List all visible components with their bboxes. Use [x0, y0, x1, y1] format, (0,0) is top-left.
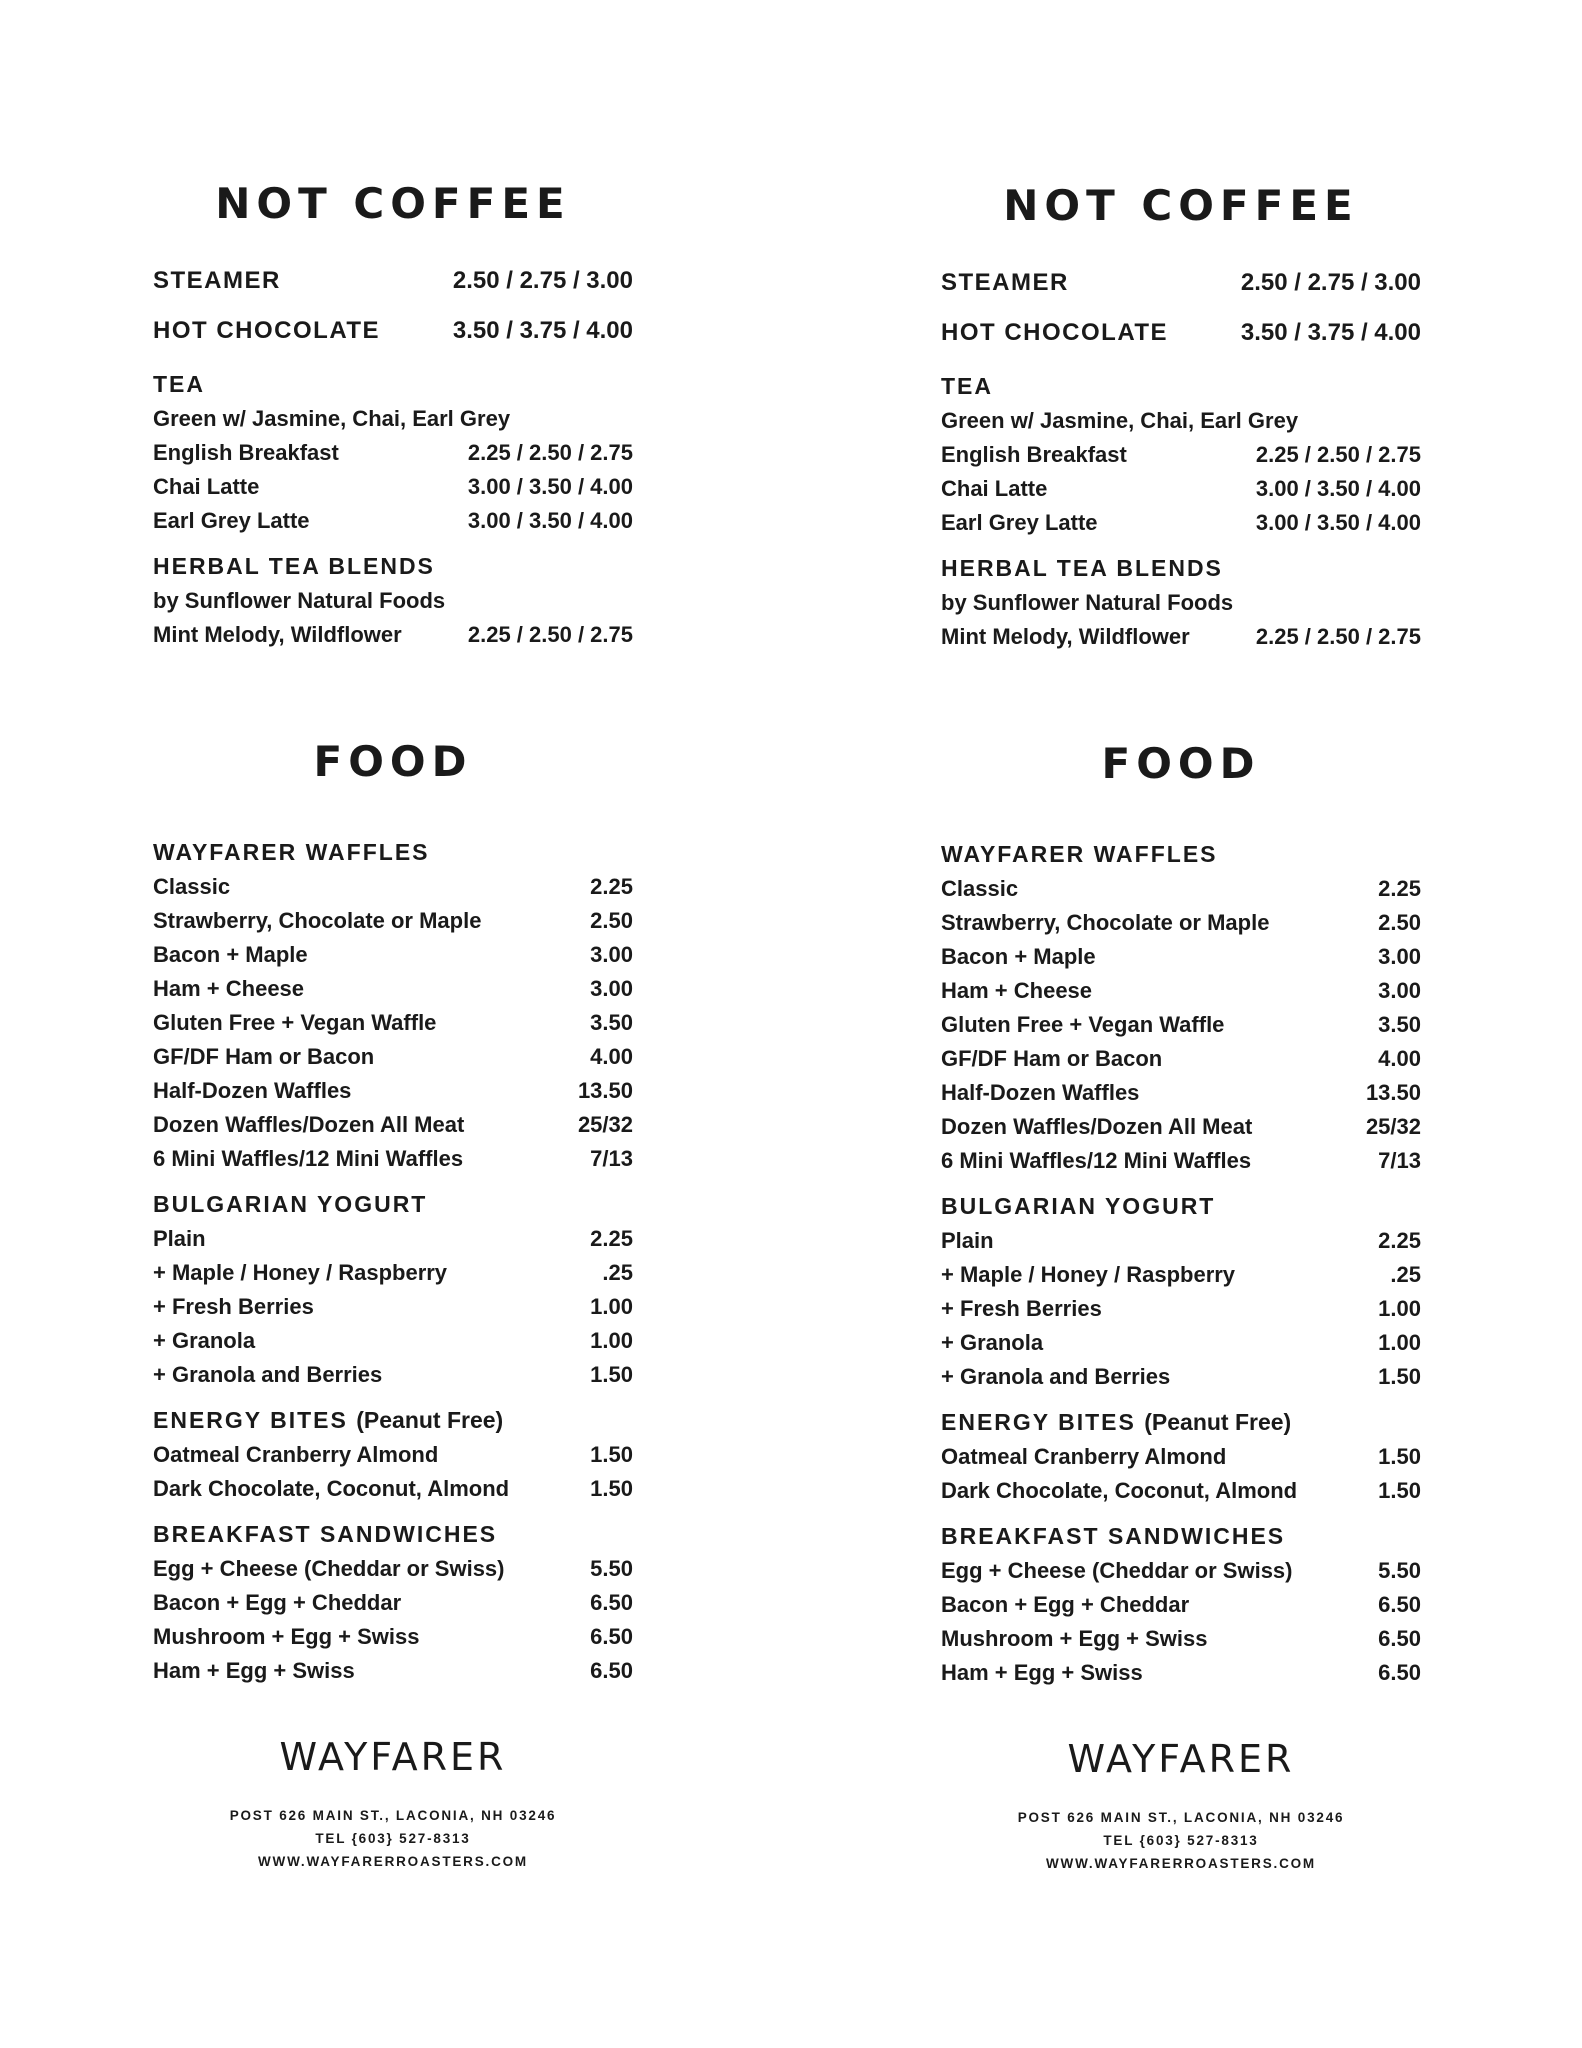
item-name: Strawberry, Chocolate or Maple — [153, 908, 482, 933]
item-price: 13.50 — [1365, 1080, 1421, 1105]
telephone: TEL {603} 527-8313 — [315, 1831, 471, 1846]
item-price: 3.00 — [590, 942, 633, 967]
sandwiches-group — [941, 1518, 1421, 1690]
item-name: Oatmeal Cranberry Almond — [153, 1442, 439, 1467]
menu-item — [153, 972, 633, 1006]
item-name: Classic — [941, 876, 1019, 901]
herbal-subtitle: by Sunflower Natural Foods — [153, 588, 446, 613]
item-name: Ham + Egg + Swiss — [153, 1658, 355, 1683]
food-title: FOOD — [1101, 739, 1261, 788]
yogurt-group — [941, 1188, 1421, 1394]
item-name: Ham + Cheese — [153, 976, 305, 1001]
menu-item — [153, 1586, 633, 1620]
menu-item — [941, 1656, 1421, 1690]
item-name: Egg + Cheese (Cheddar or Swiss) — [941, 1558, 1293, 1583]
menu-item — [941, 472, 1421, 506]
menu-footer — [153, 1732, 633, 1873]
menu-item — [153, 504, 633, 538]
menu-item — [941, 1292, 1421, 1326]
item-price: 1.00 — [590, 1294, 633, 1319]
sandwiches-group — [153, 1516, 633, 1688]
item-price: 25/32 — [577, 1112, 633, 1137]
waffles-group — [153, 834, 633, 1176]
tea-flavors: Green w/ Jasmine, Chai, Earl Grey — [941, 408, 1299, 433]
not-coffee-title: NOT COFFEE — [1003, 181, 1359, 230]
item-name: + Granola and Berries — [153, 1362, 383, 1387]
brand-wordmark: WAYFARER — [279, 1735, 507, 1779]
menu-item — [153, 1472, 633, 1506]
item-price: 2.25 — [1378, 1228, 1421, 1253]
menu-item — [941, 1258, 1421, 1292]
not-coffee-title: NOT COFFEE — [215, 179, 571, 228]
menu-item — [941, 872, 1421, 906]
item-name: + Granola and Berries — [941, 1364, 1171, 1389]
menu-item — [941, 438, 1421, 472]
item-price: 1.00 — [590, 1328, 633, 1353]
menu-item — [941, 1076, 1421, 1110]
menu-item — [153, 1358, 633, 1392]
menu-item — [153, 1108, 633, 1142]
food-list — [941, 836, 1421, 1690]
item-name: + Granola — [153, 1328, 256, 1353]
item-name: GF/DF Ham or Bacon — [153, 1044, 375, 1069]
item-price: 3.50 — [590, 1010, 633, 1035]
waffles-heading: WAYFARER WAFFLES — [941, 841, 1218, 867]
tea-group — [941, 368, 1421, 540]
item-name: English Breakfast — [941, 442, 1127, 467]
item-price: 2.50 — [590, 908, 633, 933]
item-name: + Fresh Berries — [941, 1296, 1102, 1321]
tea-group — [153, 366, 633, 538]
herbal-group — [153, 548, 633, 652]
herbal-group — [941, 550, 1421, 654]
sandwiches-heading: BREAKFAST SANDWICHES — [153, 1521, 498, 1547]
energy-bites-note: (Peanut Free) — [1144, 1409, 1292, 1435]
herbal-heading: HERBAL TEA BLENDS — [941, 555, 1223, 581]
menu-item — [153, 1074, 633, 1108]
item-name: Mushroom + Egg + Swiss — [153, 1624, 420, 1649]
item-name: Bacon + Egg + Cheddar — [153, 1590, 402, 1615]
postal-address: POST 626 MAIN ST., LACONIA, NH 03246 — [1017, 1810, 1345, 1825]
item-price: 1.50 — [1378, 1444, 1421, 1469]
item-price: 5.50 — [590, 1556, 633, 1581]
item-price: 6.50 — [590, 1624, 633, 1649]
item-price: 3.50 — [1378, 1012, 1421, 1037]
menu-item — [153, 436, 633, 470]
item-price: 3.50 / 3.75 / 4.00 — [1240, 319, 1421, 346]
item-name: Mint Melody, Wildflower — [941, 624, 1190, 649]
menu-item — [941, 1588, 1421, 1622]
item-name: + Maple / Honey / Raspberry — [941, 1262, 1236, 1287]
menu-item — [153, 1654, 633, 1688]
item-price: 5.50 — [1378, 1558, 1421, 1583]
item-price: 1.00 — [1378, 1296, 1421, 1321]
item-price: 2.50 / 2.75 / 3.00 — [1240, 269, 1421, 296]
energy-bites-heading — [153, 1402, 633, 1438]
not-coffee-list — [153, 256, 633, 652]
menu-item — [941, 1622, 1421, 1656]
menu-item — [941, 308, 1421, 358]
item-name: Dozen Waffles/Dozen All Meat — [153, 1112, 465, 1137]
menu-item — [941, 1554, 1421, 1588]
item-name: Ham + Egg + Swiss — [941, 1660, 1143, 1685]
item-name: Bacon + Egg + Cheddar — [941, 1592, 1190, 1617]
item-price: 3.00 — [1378, 978, 1421, 1003]
menu-item — [153, 1006, 633, 1040]
item-name: 6 Mini Waffles/12 Mini Waffles — [941, 1148, 1252, 1173]
yogurt-group — [153, 1186, 633, 1392]
menu-item — [153, 1040, 633, 1074]
item-name: Dark Chocolate, Coconut, Almond — [153, 1476, 510, 1501]
item-price: 6.50 — [1378, 1660, 1421, 1685]
menu-item — [153, 870, 633, 904]
menu-item — [153, 618, 633, 652]
item-price: 25/32 — [1365, 1114, 1421, 1139]
item-name: Gluten Free + Vegan Waffle — [153, 1010, 437, 1035]
menu-item — [153, 1256, 633, 1290]
menu-item — [153, 1438, 633, 1472]
menu-item — [941, 1360, 1421, 1394]
item-price: 2.50 — [1378, 910, 1421, 935]
website: WWW.WAYFARERROASTERS.COM — [258, 1854, 528, 1869]
item-price: 2.25 / 2.50 / 2.75 — [467, 440, 633, 465]
menu-item — [153, 1142, 633, 1176]
item-price: 2.25 / 2.50 / 2.75 — [1255, 624, 1421, 649]
not-coffee-list — [941, 258, 1421, 654]
item-price: 1.50 — [1378, 1478, 1421, 1503]
energy-bites-title: ENERGY BITES — [941, 1409, 1136, 1435]
item-price: 3.00 — [1378, 944, 1421, 969]
item-price: 6.50 — [1378, 1626, 1421, 1651]
item-price: 3.00 / 3.50 / 4.00 — [1255, 510, 1421, 535]
menu-item — [153, 1620, 633, 1654]
food-title: FOOD — [313, 737, 473, 786]
menu-item — [153, 256, 633, 306]
item-name: STEAMER — [941, 269, 1069, 296]
item-name: Classic — [153, 874, 231, 899]
item-name: HOT CHOCOLATE — [941, 319, 1169, 346]
menu-item — [941, 940, 1421, 974]
item-price: .25 — [602, 1260, 633, 1285]
item-name: Chai Latte — [153, 474, 260, 499]
item-name: Oatmeal Cranberry Almond — [941, 1444, 1227, 1469]
item-name: Bacon + Maple — [941, 944, 1096, 969]
item-name: Earl Grey Latte — [941, 510, 1098, 535]
menu-item — [153, 470, 633, 504]
item-price: 1.00 — [1378, 1330, 1421, 1355]
item-price: 1.50 — [590, 1442, 633, 1467]
item-price: .25 — [1390, 1262, 1421, 1287]
item-price: 6.50 — [590, 1658, 633, 1683]
item-name: + Maple / Honey / Raspberry — [153, 1260, 448, 1285]
menu-item — [153, 1324, 633, 1358]
item-price: 13.50 — [577, 1078, 633, 1103]
item-name: Plain — [941, 1228, 994, 1253]
menu-item — [941, 1008, 1421, 1042]
menu-item — [941, 258, 1421, 308]
item-price: 2.25 / 2.50 / 2.75 — [1255, 442, 1421, 467]
item-price: 1.50 — [1378, 1364, 1421, 1389]
item-name: + Granola — [941, 1330, 1044, 1355]
item-name: STEAMER — [153, 267, 281, 294]
item-name: Gluten Free + Vegan Waffle — [941, 1012, 1225, 1037]
menu-item — [941, 906, 1421, 940]
menu-item — [941, 1440, 1421, 1474]
menu-footer — [941, 1734, 1421, 1875]
item-name: Ham + Cheese — [941, 978, 1093, 1003]
food-list — [153, 834, 633, 1688]
item-name: HOT CHOCOLATE — [153, 317, 381, 344]
item-name: Plain — [153, 1226, 206, 1251]
tea-flavors: Green w/ Jasmine, Chai, Earl Grey — [153, 406, 511, 431]
item-name: + Fresh Berries — [153, 1294, 314, 1319]
item-price: 6.50 — [590, 1590, 633, 1615]
item-name: Chai Latte — [941, 476, 1048, 501]
item-price: 2.25 / 2.50 / 2.75 — [467, 622, 633, 647]
item-name: Dark Chocolate, Coconut, Almond — [941, 1478, 1298, 1503]
item-name: Egg + Cheese (Cheddar or Swiss) — [153, 1556, 505, 1581]
item-name: Strawberry, Chocolate or Maple — [941, 910, 1270, 935]
menu-item — [941, 620, 1421, 654]
item-price: 4.00 — [1378, 1046, 1421, 1071]
postal-address: POST 626 MAIN ST., LACONIA, NH 03246 — [229, 1808, 557, 1823]
brand-wordmark: WAYFARER — [1067, 1737, 1295, 1781]
item-name: Dozen Waffles/Dozen All Meat — [941, 1114, 1253, 1139]
item-price: 2.50 / 2.75 / 3.00 — [452, 267, 633, 294]
energy-bites-title: ENERGY BITES — [153, 1407, 348, 1433]
menu-copy-right — [941, 178, 1421, 1875]
menu-item — [941, 1110, 1421, 1144]
item-name: Mint Melody, Wildflower — [153, 622, 402, 647]
item-price: 2.25 — [590, 1226, 633, 1251]
item-price: 1.50 — [590, 1476, 633, 1501]
item-name: 6 Mini Waffles/12 Mini Waffles — [153, 1146, 464, 1171]
item-name: Half-Dozen Waffles — [153, 1078, 352, 1103]
item-price: 7/13 — [1378, 1148, 1421, 1173]
waffles-group — [941, 836, 1421, 1178]
menu-item — [941, 506, 1421, 540]
energy-bites-group — [941, 1404, 1421, 1508]
item-price: 3.00 — [590, 976, 633, 1001]
menu-item — [153, 938, 633, 972]
item-name: Bacon + Maple — [153, 942, 308, 967]
yogurt-heading: BULGARIAN YOGURT — [153, 1191, 428, 1217]
menu-item — [153, 1222, 633, 1256]
yogurt-heading: BULGARIAN YOGURT — [941, 1193, 1216, 1219]
item-name: Mushroom + Egg + Swiss — [941, 1626, 1208, 1651]
energy-bites-heading — [941, 1404, 1421, 1440]
waffles-heading: WAYFARER WAFFLES — [153, 839, 430, 865]
menu-item — [941, 1042, 1421, 1076]
item-price: 3.00 / 3.50 / 4.00 — [1255, 476, 1421, 501]
item-name: Half-Dozen Waffles — [941, 1080, 1140, 1105]
sandwiches-heading: BREAKFAST SANDWICHES — [941, 1523, 1286, 1549]
item-price: 7/13 — [590, 1146, 633, 1171]
tea-heading: TEA — [941, 373, 993, 399]
item-name: English Breakfast — [153, 440, 339, 465]
website: WWW.WAYFARERROASTERS.COM — [1046, 1856, 1316, 1871]
menu-item — [153, 1290, 633, 1324]
item-price: 2.25 — [1378, 876, 1421, 901]
menu-item — [153, 904, 633, 938]
item-price: 4.00 — [590, 1044, 633, 1069]
menu-item — [941, 1224, 1421, 1258]
tea-heading: TEA — [153, 371, 205, 397]
menu-copy-left — [153, 176, 633, 1873]
energy-bites-group — [153, 1402, 633, 1506]
item-price: 6.50 — [1378, 1592, 1421, 1617]
herbal-heading: HERBAL TEA BLENDS — [153, 553, 435, 579]
item-name: GF/DF Ham or Bacon — [941, 1046, 1163, 1071]
menu-item — [941, 1474, 1421, 1508]
menu-item — [153, 1552, 633, 1586]
menu-item — [941, 1144, 1421, 1178]
herbal-subtitle: by Sunflower Natural Foods — [941, 590, 1234, 615]
item-price: 2.25 — [590, 874, 633, 899]
item-price: 3.50 / 3.75 / 4.00 — [452, 317, 633, 344]
contact-block — [153, 1804, 633, 1873]
menu-item — [941, 974, 1421, 1008]
item-price: 3.00 / 3.50 / 4.00 — [467, 508, 633, 533]
item-price: 3.00 / 3.50 / 4.00 — [467, 474, 633, 499]
item-name: Earl Grey Latte — [153, 508, 310, 533]
energy-bites-note: (Peanut Free) — [356, 1407, 504, 1433]
menu-item — [153, 306, 633, 356]
contact-block — [941, 1806, 1421, 1875]
menu-item — [941, 1326, 1421, 1360]
telephone: TEL {603} 527-8313 — [1103, 1833, 1259, 1848]
item-price: 1.50 — [590, 1362, 633, 1387]
